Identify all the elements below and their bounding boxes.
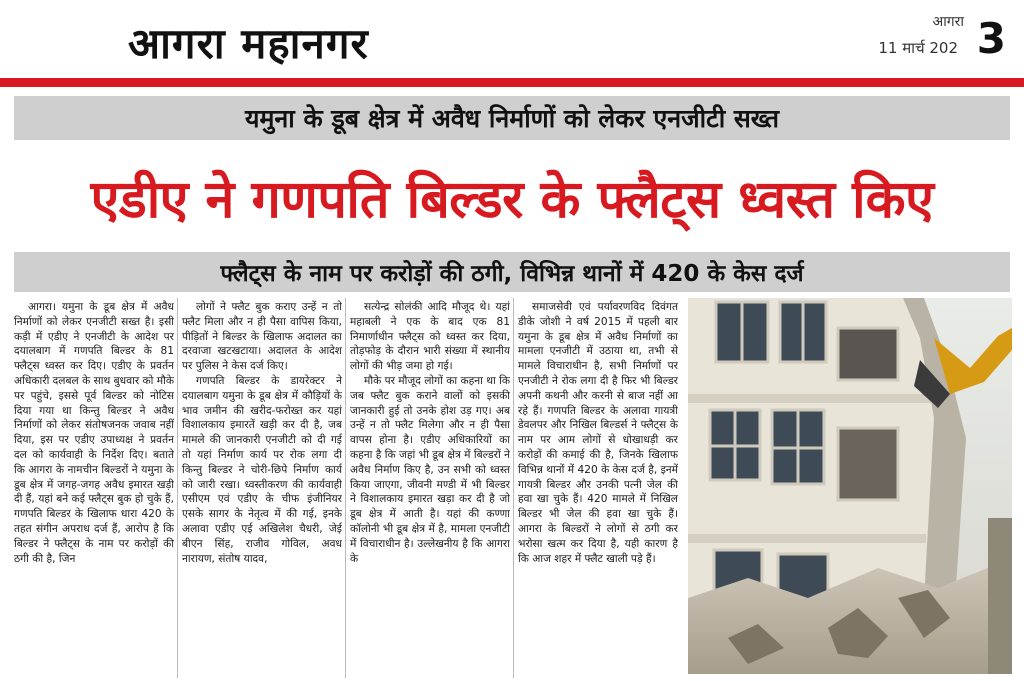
page-number: 3	[976, 14, 1006, 63]
article-column-4	[518, 300, 678, 678]
masthead	[0, 0, 1024, 76]
section-title: आगरा महानगर	[128, 19, 369, 68]
subheadline-band	[14, 252, 1010, 292]
paragraph: सत्येन्द्र सोलंकी आदि मौजूद थे। यहां महाबली ने एक के बाद एक 81 निमार्णाधीन फ्लैट्स को ध्वस्त कर दिया, तोड़फोड़ के दौरान भारी संख्या में स्थानीय लोगों की भीड़ जमा हो गई।	[350, 301, 510, 373]
kicker-band	[14, 96, 1010, 140]
article-column-1	[14, 300, 174, 678]
demolition-photo-illustration	[688, 298, 1012, 674]
headline-text: एडीए ने गणपति बिल्डर के फ्लैट्स ध्वस्त किए	[90, 169, 934, 230]
paragraph: मौके पर मौजूद लोगों का कहना था कि जब फ्लैट बुक कराने वालों को इसकी जानकारी हुई तो उनके होश उड़ गए। अब उन्हें न तो फ्लैट मिलेगा और न ही पैसा वापस होना है। एडीए अधिकारियों का कहना है कि जहां भी डूब क्षेत्र में बिल्डरों ने अवैध निर्माण किए है, उन सभी को ध्वस्त किया जाएगा, जीवनी मण्डी में भी बिल्डर ने विशालकाय इमारत खड़ा कर दी है जो डूब क्षेत्र में आती है। यहां की कण्णा कॉलोनी भी डूब क्षेत्र में है, मामला एनजीटी में विचाराधीन है। उल्लेखनीय है कि आगरा के	[350, 374, 510, 565]
paragraph: गणपति बिल्डर के डायरेक्टर ने दयालबाग यमुना के डूब क्षेत्र में कौड़ियों के भाव जमीन की खरीद-फरोख्त कर यहां विशालकाय इमारतें खड़ी कर दी है, जब मामले की जानकारी एनजीटी को दी गई तो यहां निर्माण कार्य पर रोक लगा दी किन्तु बिल्डर ने चोरी-छिपे निर्माण कार्य को जारी रखा। ध्वस्तीकरण की कार्यवाही एसीएम एवं एडीए के चीफ इंजीनियर एसके सागर के नेतृत्व में की गई, इनके अलावा एडीए एई अखिलेश चैधरी, जेई बीएन सिंह, राजीव गोविल, अवध नारायण, संतोष यादव,	[182, 374, 342, 565]
article-column-2	[182, 300, 342, 678]
article-column-3	[350, 300, 510, 678]
subheadline-text: फ्लैट्स के नाम पर करोड़ों की ठगी, विभिन्न थानों में 420 के केस दर्ज	[220, 261, 804, 287]
masthead-divider	[0, 78, 1024, 87]
paragraph: आगरा। यमुना के डूब क्षेत्र में अवैध निर्माणों को लेकर एनजीटी सख्त है। इसी कड़ी में एडीए ने एनजीटी के आदेश पर दयालबाग में गणपति बिल्डर के 81 फ्लैट्स ध्वस्त कर दिए। एडीए के प्रवर्तन अधिकारी दलबल के साथ बुधवार को मौके पर पहुंचे, इससे पूर्व बिल्डर को नोटिस दिया गया था किन्तु बिल्डर ने अवैध निर्माणों को लेकर संतोषजनक जवाब नहीं दिया, इस पर एडीए उपाध्यक्ष ने प्रवर्तन दल को कार्यवाही के निर्देश दिए। बताते कि आगरा के नामचीन बिल्डरों ने यमुना के डूब क्षेत्र में जगह-जगह अवैध इमारत खड़ी दी हैं, यहां बने कई फ्लैट्स बुक हो चुके हैं, गणपति बिल्डर के खिलाफ धारा 420 के तहत संगीन अपराध दर्ज हैं, आरोप है कि बिल्डर ने फ्लैट्स के नाम पर करोड़ों की ठगी की है, जिन	[14, 301, 174, 565]
edition-city: आगरा	[932, 14, 964, 30]
paragraph: समाजसेवी एवं पर्यावरणविद दिवंगत डीके जोशी ने वर्ष 2015 में पहली बार यमुना के डूब क्षेत्र में अवैध निर्माणों का मामला एनजीटी में उठाया था, तभी से मामले विचाराधीन है, सभी निर्माणों पर एनजीटी ने रोक लगा दी है फिर भी बिल्डर अपनी कथनी और करनी से बाज नहीं आ रहे हैं। गणपति बिल्डर के अलावा गायत्री डेवलपर और निखिल बिल्डर्स ने फ्लैट्स के नाम पर आम लोगों से धोखाधड़ी कर करोड़ों की कमाई की है, जिनके खिलाफ विभिन्न थानों में 420 के केस दर्ज है, इनमें गायत्री बिल्डर और उनकी पत्नी जेल की हवा खा चुके हैं। 420 मामले में निखिल बिल्डर भी जेल की हवा खा चुके हैं। आगरा के बिल्डरों ने लोगों से ठगी कर भरोसा खत्म कर दिया है, यही कारण है कि आज शहर में फ्लैट खाली पड़े हैं।	[518, 301, 678, 565]
column-divider	[513, 298, 514, 678]
edition-date: 11 मार्च 202	[878, 39, 958, 57]
column-divider	[345, 298, 346, 678]
headline	[0, 152, 1024, 242]
paragraph: लोगों ने फ्लैट बुक कराए उन्हें न तो फ्लैट मिला और न ही पैसा वापिस किया, पीड़ितों ने बिल्डर के खिलाफ अदालत का दरवाजा खटखटाया। अदालत के आदेश पर पुलिस ने केस दर्ज किए।	[182, 301, 342, 373]
demolition-photo	[688, 298, 1012, 674]
column-divider	[177, 298, 178, 678]
kicker-text: यमुना के डूब क्षेत्र में अवैध निर्माणों को लेकर एनजीटी सख्त	[244, 104, 780, 133]
